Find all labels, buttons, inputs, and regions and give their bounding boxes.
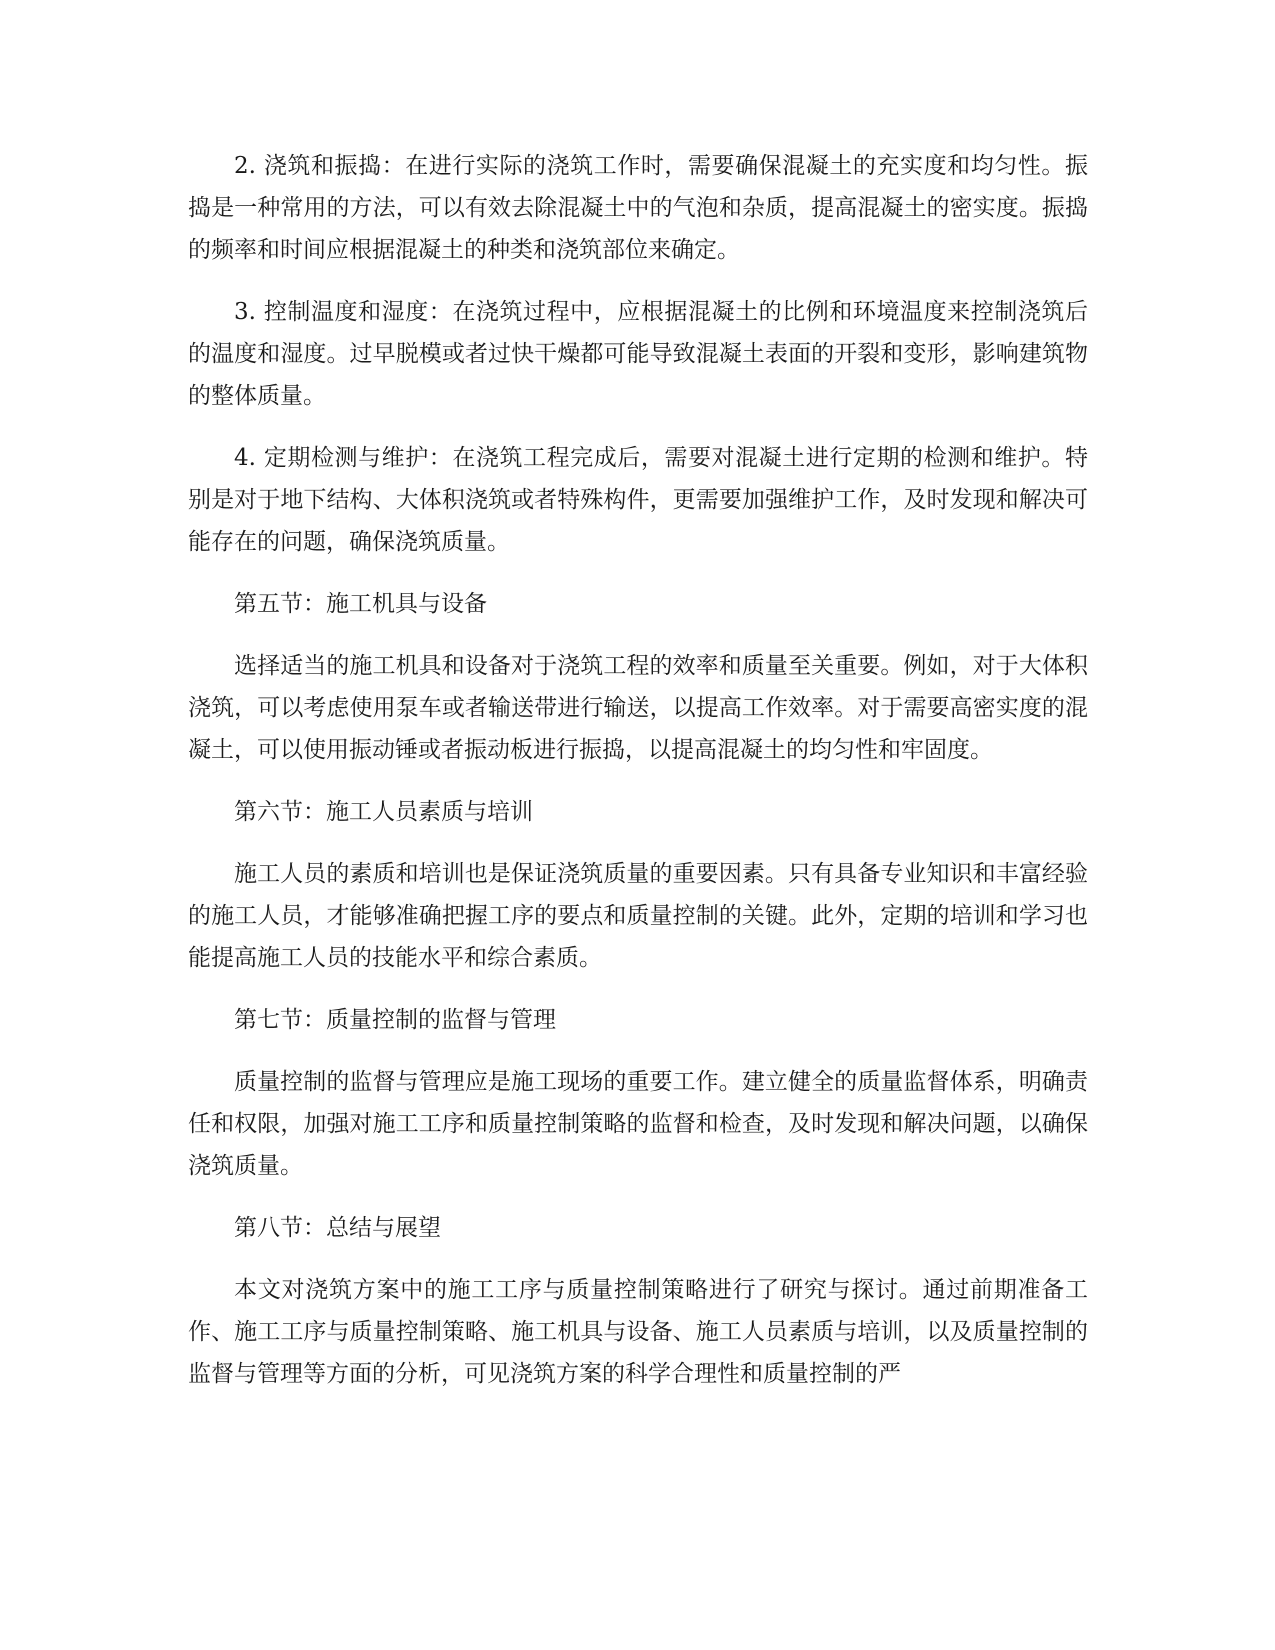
paragraph-supervision: 质量控制的监督与管理应是施工现场的重要工作。建立健全的质量监督体系，明确责任和权限，加强对施工工序和质量控制策略的监督和检查，及时发现和解决问题，以确保浇筑质量。 [188,1069,1088,1179]
paragraph-personnel-training: 施工人员的素质和培训也是保证浇筑质量的重要因素。只有具备专业知识和丰富经验的施工人员，才能够准确把握工序的要点和质量控制的关键。此外，定期的培训和学习也能提高施工人员的技能水平和综合素质。 [188,861,1088,971]
paragraph-inspection-maintenance: 4. 定期检测与维护：在浇筑工程完成后，需要对混凝土进行定期的检测和维护。特别是对于地下结构、大体积浇筑或者特殊构件，更需要加强维护工作，及时发现和解决可能存在的问题，确保浇筑质量。 [188,445,1088,555]
paragraph-pouring-vibrating: 2. 浇筑和振捣：在进行实际的浇筑工作时，需要确保混凝土的充实度和均匀性。振捣是一种常用的方法，可以有效去除混凝土中的气泡和杂质，提高混凝土的密实度。振捣的频率和时间应根据混凝土的种类和浇筑部位来确定。 [188,153,1088,263]
section-heading-5: 第五节：施工机具与设备 [234,591,487,617]
document-body [188,145,1088,1415]
paragraph-temperature-humidity: 3. 控制温度和湿度：在浇筑过程中，应根据混凝土的比例和环境温度来控制浇筑后的温度和湿度。过早脱模或者过快干燥都可能导致混凝土表面的开裂和变形，影响建筑物的整体质量。 [188,299,1088,409]
paragraph-summary: 本文对浇筑方案中的施工工序与质量控制策略进行了研究与探讨。通过前期准备工作、施工工序与质量控制策略、施工机具与设备、施工人员素质与培训，以及质量控制的监督与管理等方面的分析，可见浇筑方案的科学合理性和质量控制的严 [188,1277,1088,1387]
section-heading-7: 第七节：质量控制的监督与管理 [234,1007,556,1033]
paragraph-equipment: 选择适当的施工机具和设备对于浇筑工程的效率和质量至关重要。例如，对于大体积浇筑，可以考虑使用泵车或者输送带进行输送，以提高工作效率。对于需要高密实度的混凝土，可以使用振动锤或者振动板进行振捣，以提高混凝土的均匀性和牢固度。 [188,653,1088,763]
section-heading-6: 第六节：施工人员素质与培训 [234,799,533,825]
section-heading-8: 第八节：总结与展望 [234,1215,441,1241]
